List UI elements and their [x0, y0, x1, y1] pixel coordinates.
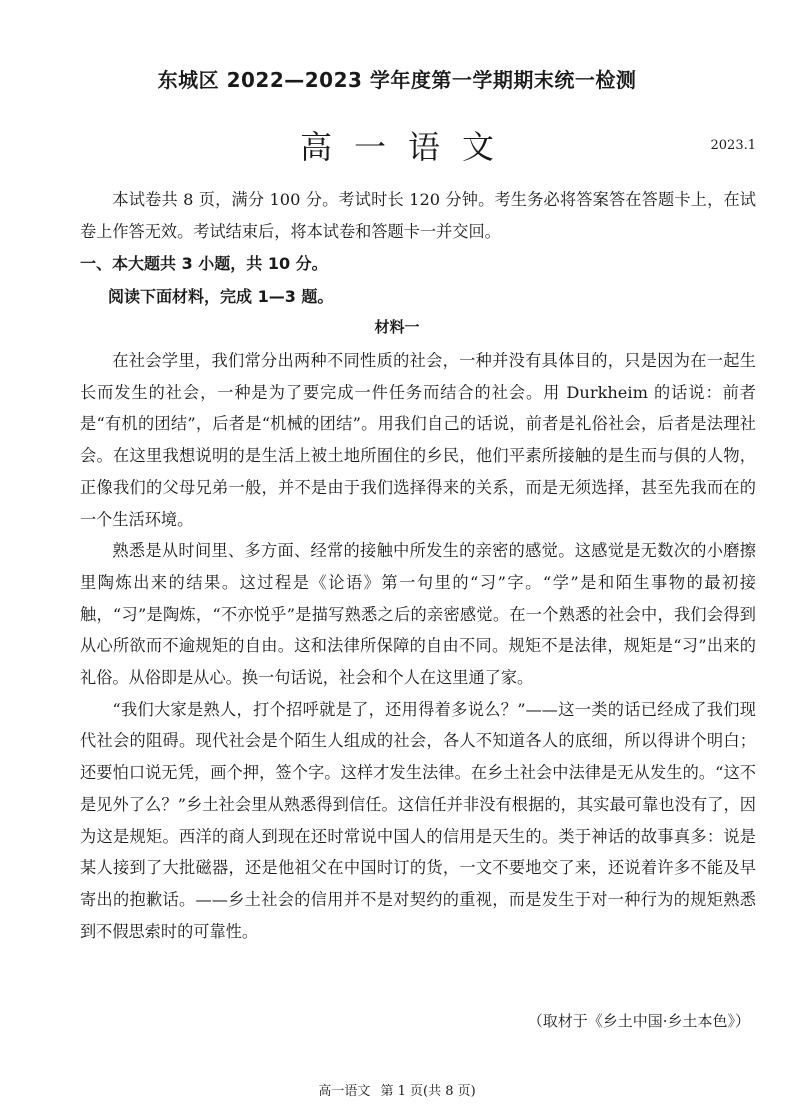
exam-instructions: 本试卷共 8 页，满分 100 分。考试时长 120 分钟。考生务必将答案答在答题卡上，在试卷上作答无效。考试结束后，将本试卷和答题卡一并交回。: [80, 190, 756, 241]
page-footer: [0, 1080, 794, 1099]
reading-instruction: 阅读下面材料，完成 1—3 题。: [108, 287, 334, 306]
subject-title: 高一语文: [299, 128, 516, 166]
material-source: （取材于《乡土中国·乡土本色》）: [527, 1012, 750, 1030]
material-paragraph: “我们大家是熟人，打个招呼就是了，还用得着多说么？”——这一类的话已经成了我们现代社会的阻碍。现代社会是个陌生人组成的社会，各人不知道各人的底细，所以得讲个明白；还要怕口说无凭，画个押，签个字。这样才发生法律。在乡土社会中法律是无从发生的。“这不是见外了么？”乡土社会里从熟悉得到信任。这信任并非没有根据的，其实最可靠也没有了，因为这是规矩。西洋的商人到现在还时常说中国人的信用是天生的。类于神话的故事真多：说是某人接到了大批磁器，还是他祖父在中国时订的货，一文不要地交了来，还说着许多不能及早寄出的抱歉话。——乡土社会的信用并不是对契约的重视，而是发生于对一种行为的规矩熟悉到不假思索时的可靠性。: [80, 699, 756, 941]
material-title: 材料一: [374, 318, 420, 336]
footer-subject: 高一语文: [318, 1084, 371, 1099]
exam-title: 东城区 2022—2023 学年度第一学期期末统一检测: [157, 68, 637, 92]
material-paragraph: 在社会学里，我们常分出两种不同性质的社会，一种并没有具体目的，只是因为在一起生长而发生的社会，一种是为了要完成一件任务而结合的社会。用 Durkheim 的话说：前者是“有机的团结”，后者是“机械的团结”。用我们自己的话说，前者是礼俗社会，后者是法理社会。在这里我想说明的是生活上被土地所囿住的乡民，他们平素所接触的是生而与俱的人物，正像我们的父母兄弟一般，并不是由于我们选择得来的关系，而是无须选择，甚至先我而在的一个生活环境。: [80, 351, 756, 529]
exam-date: 2023.1: [710, 138, 756, 153]
material-paragraph: 熟悉是从时间里、多方面、经常的接触中所发生的亲密的感觉。这感觉是无数次的小磨擦里陶炼出来的结果。这过程是《论语》第一句里的“习”字。“学”是和陌生事物的最初接触，“习”是陶炼，“不亦悦乎”是描写熟悉之后的亲密感觉。在一个熟悉的社会中，我们会得到从心所欲而不逾规矩的自由。这和法律所保障的自由不同。规矩不是法律，规矩是“习”出来的礼俗。从俗即是从心。换一句话说，社会和个人在这里通了家。: [80, 541, 756, 688]
footer-page-number: 第 1 页(共 8 页): [380, 1084, 476, 1099]
section-heading: 一、本大题共 3 小题，共 10 分。: [80, 254, 328, 273]
material-body: [80, 345, 756, 947]
